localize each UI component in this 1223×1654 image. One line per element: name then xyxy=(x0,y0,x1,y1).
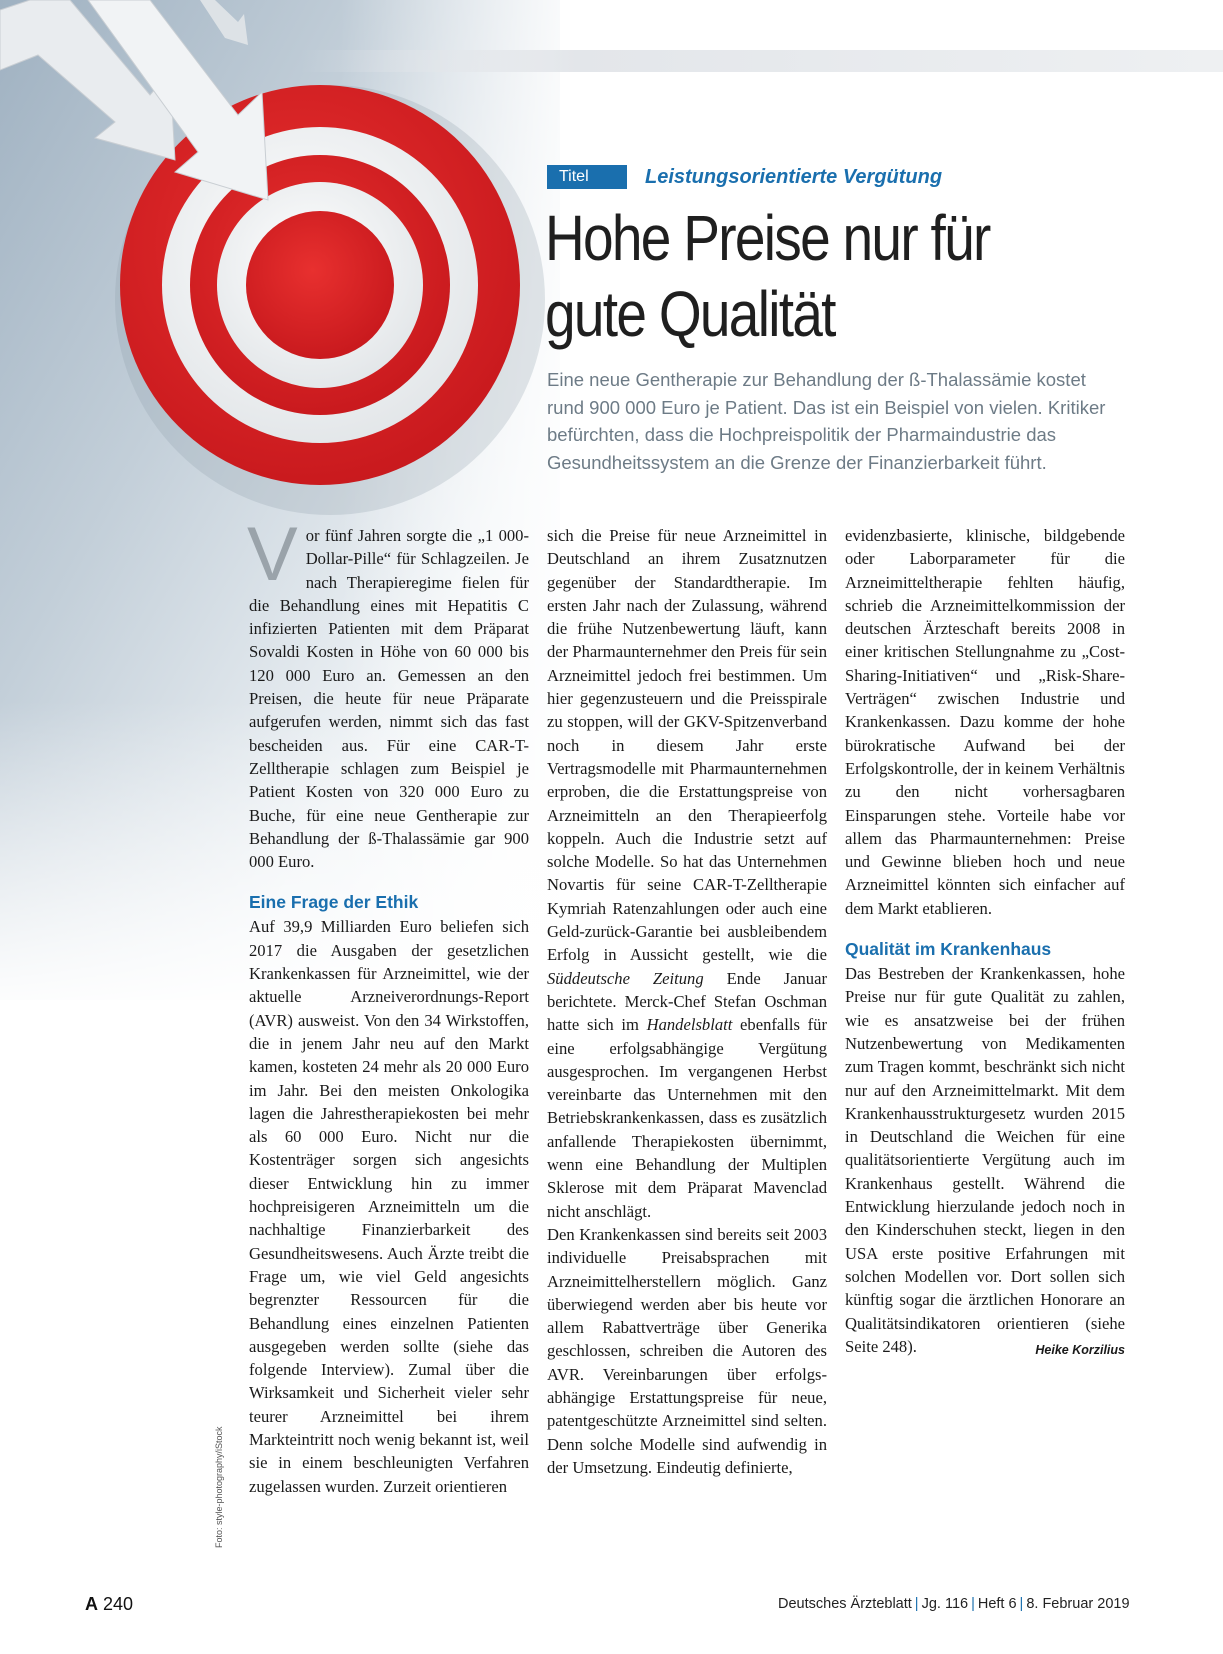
contracts-paragraph-cont-cont: evidenzbasierte, klinische, bildgebende oder Laborparameter für die Arzneimitteltherapie fehlten häufig, schrieb die Arzneimittelkommission der deutschen Ärzteschaft bereits 2008 in einer kritischen Stellungnahme zu „Cost-Sharing-Initiativen“ und „Risk-Share-Verträgen“ zwischen Industrie und Krankenkassen. Dazu komme der hohe bürokratische Aufwand bei der Erfolgskontrolle, der in keinem Verhältnis zu den nicht vorhersagbaren Einsparungen stehe. Vorteile habe vor allem das Pharmaunternehmen: Preise und Gewinne blieben hoch und neue Arzneimittel könnten sich einfacher auf dem Markt etablieren. xyxy=(845,526,1125,918)
subheading-krankenhaus: Qualität im Krankenhaus xyxy=(845,939,1052,960)
page-number: A 240 xyxy=(85,1594,134,1614)
journal-date: 8. Februar 2019 xyxy=(1026,1596,1130,1612)
subheading-ethik: Eine Frage der Ethik xyxy=(249,892,419,913)
journal-name: Deutsches Ärzteblatt xyxy=(778,1596,912,1612)
title-line-1: Hohe Preise nur für xyxy=(545,202,990,274)
intro-paragraph: or fünf Jahren sorgte die „1 000-Dollar-Pille“ für Schlagzeilen. Je nach Therapieregime fielen für die Behandlung eines mit Hepatitis C infizierten Patienten mit dem Präparat Sovaldi Kosten in Höhe von 60 000 bis 120 000 Euro an. Gemessen an den Preisen, die heute für neue Präparate aufgerufen werden, nimmt sich das fast bescheiden aus. Für eine CAR-T-Zelltherapie schlagen zum Beispiel je Patient Kosten von 320 000 Euro zu Buche, für eine neue Gentherapie zur Behandlung der ß-Thalassämie gar 900 000 Euro. xyxy=(249,526,529,872)
article-column-2 xyxy=(547,524,827,1479)
section-tag: Titel xyxy=(547,165,627,189)
drop-cap: V xyxy=(247,512,298,597)
journal-volume: Jg. 116 xyxy=(921,1596,969,1612)
article-column-1 xyxy=(247,512,529,1498)
lead-paragraph: Eine neue Gentherapie zur Behandlung der ß-Thalassämie kostet rund 900 000 Euro je Patient. Das ist ein Beispiel von vielen. Kritiker befürchten, dass die Hochpreispolitik der Pharmaindustrie das Gesundheitssystem an die Grenze der Finanzierbarkeit führt. xyxy=(547,369,1106,473)
top-decor-bar xyxy=(300,50,1223,72)
author-name: Heike Korzilius xyxy=(1035,1342,1125,1357)
contracts-paragraph-cont: Den Krankenkassen sind bereits seit 2003 individuelle Preisabsprachen mit Arzneimittelherstellern möglich. Ganz überwiegend werden aber bis heute vor allem Rabattverträge über Generika geschlossen, schreiben die Autoren des AVR. Vereinbarungen über erfolgs- abhängige Erstattungspreise für neue, patentgeschützte Arzneimittel sind selten. Denn solche Modelle sind aufwendig in der Umsetzung. Eindeutig definierte, xyxy=(547,1224,827,1477)
ethics-paragraph-cont: sich die Preise für neue Arzneimittel in Deutschland an ihrem Zusatznutzen gegenüber der Standardtherapie. Im ersten Jahr nach der Zulassung, während die frühe Nutzenbewertung läuft, kann der Pharmaunternehmer den Preis für sein Arzneimittel jedoch frei bestimmen. Um hier gegenzusteuern und die Preisspirale zu stoppen, will der GKV-Spitzenverband noch in diesem Jahr erste Vertragsmodelle mit Pharmaunternehmen erproben, die die Erstattungspreise von Arzneimitteln an den Therapieerfolg koppeln. Auch die Industrie setzt auf solche Modelle. So hat das Unternehmen Novartis für seine CAR-T-Zelltherapie Kymriah Ratenzahlungen oder auch eine Geld-zurück-Garantie bei ausbleibendem Erfolg in Aussicht gestellt, wie die Süddeutsche Zeitung Ende Januar berichtete. Merck-Chef Stefan Oschman hatte sich im Handelsblatt ebenfalls für eine erfolgsabhängige Vergütung ausgesprochen. Im vergangenen Herbst vereinbarte das Unternehmen mit den Betriebskrankenkassen, dass es zusätzlich anfallende Therapiekosten übernimmt, wenn eine Behandlung der Multiplen Sklerose mit dem Präparat Mavenclad nicht anschlägt. xyxy=(547,526,827,1221)
page-title xyxy=(545,200,1113,352)
journal-footer: Deutsches Ärzteblatt | Jg. 116 | Heft 6 | 8. Februar 2019 xyxy=(778,1596,1130,1612)
photo-credit: Foto: style-photography/iStock xyxy=(214,1426,224,1548)
article-column-3 xyxy=(845,524,1125,1362)
section-rubric: Leistungsorientierte Vergütung xyxy=(645,165,943,188)
ethics-paragraph: Auf 39,9 Milliarden Euro beliefen sich 2017 die Ausgaben der gesetzlichen Krankenkassen für Arzneimittel, wie der aktuelle Arzneiverordnungs-Report (AVR) ausweist. Von den 34 Wirkstoffen, die in jenem Jahr neu auf den Markt kamen, kosteten 24 mehr als 20 000 Euro im Jahr. Bei den meisten Onkologika lagen die Jahrestherapiekosten bei mehr als 60 000 Euro. Nicht nur die Kostenträger sorgen sich angesichts dieser Entwicklung hin zu immer hochpreisigeren Arzneimitteln um die nachhaltige Finanzierbarkeit des Gesundheitswesens. Auch Ärzte treibt die Frage um, wie viel Geld angesichts begrenzter Ressourcen für die Behandlung eines einzelnen Patienten ausgegeben werden sollte (siehe das folgende Interview). Zumal über die Wirksamkeit und Sicherheit vieler sehr teurer Arzneimittel bei ihrem Markteintritt noch wenig bekannt ist, weil sie in einem beschleunigten Verfahren zugelassen wurden. Zurzeit orientieren xyxy=(249,917,529,1496)
hospital-paragraph-cont-cont: Das Bestreben der Krankenkassen, hohe Preise nur für gute Qualität zu zahlen, wie es ansatzweise bei der frühen Nutzenbewertung von Medikamenten zum Tragen kommt, beschränkt sich nicht nur auf den Arzneimittelmarkt. Mit dem Krankenhausstrukturgesetz wurden 2015 in Deutschland die Weichen für eine qualitätsorientierte Vergütung auch im Krankenhaus gestellt. Während die Entwicklung hierzulande jedoch noch in den Kinderschuhen steckt, liegen in den USA erste positive Erfahrungen mit solchen Modellen vor. Dort sollen sich künftig sogar die ärztlichen Honorare an Qualitätsindikatoren orientieren (siehe Seite 248). Heike Korzilius xyxy=(845,962,1125,1358)
journal-issue: Heft 6 xyxy=(977,1596,1017,1612)
section-header xyxy=(547,165,942,189)
title-line-2: gute Qualität xyxy=(545,278,835,350)
